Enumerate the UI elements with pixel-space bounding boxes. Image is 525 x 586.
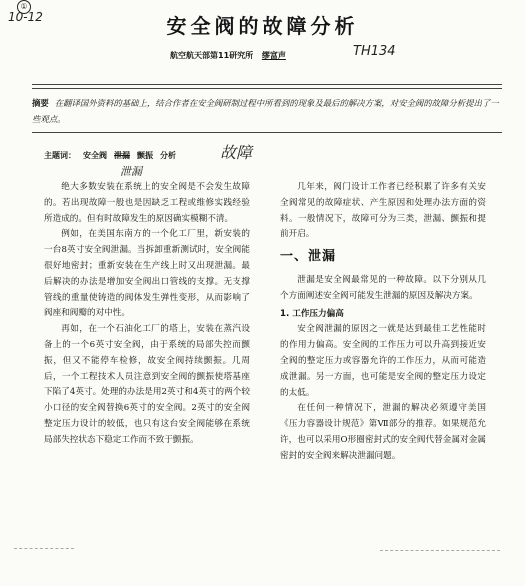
- abstract-text: 在翻译国外资料的基础上，结合作者在安全阀研制过程中所看到的现象及最后的解决方案，对安全阀的故障分析提出了一些观点。: [32, 98, 499, 124]
- scan-artifact-line: [380, 550, 500, 551]
- subsection-heading: 1. 工作压力偏高: [280, 308, 344, 319]
- keyword: 安全阀: [83, 151, 107, 160]
- abstract: [32, 95, 504, 127]
- keywords-line: [44, 150, 183, 161]
- circled-number-mark: ①: [17, 0, 31, 14]
- paragraph: 再如，在一个石油化工厂的塔上，安装在蒸汽设备上的一个6英寸安全阀，由于系统的局部失控而颤振，但又不能停车检修，故安全阀持续颤振。几周后，一个工程技术人员注意到安全阀的颤振使塔基座下陷了4英寸。处理的办法是用2英寸和4英寸的两个较小口径的安全阀替换6英寸的安全阀。2英寸的安全阀整定压力设计的较低，也只有这台安全阀能够在系统局部失控状态下稳定工作而不致于颤振。: [44, 324, 250, 445]
- affiliation: 航空航天部第11研究所: [170, 51, 254, 60]
- section-heading: 一、泄漏: [280, 249, 337, 265]
- paragraph: 例如，在美国东南方的一个化工厂里，新安装的一台8英寸安全阀泄漏。当拆卸重新测试时，安全阀能很好地密封；重新安装在生产线上时又出现泄漏。最后解决的办法是增加安全阀出口管线的支撑。无支撑管线的重量使铸造的阀体发生弹性变形，从而影响了阀座和阀瓣的对中性。: [44, 229, 250, 319]
- right-column: [280, 180, 486, 465]
- author-name: 缪富声: [261, 51, 286, 60]
- handwritten-annotation: 故障: [220, 143, 253, 162]
- paragraph: 在任何一种情况下，泄漏的解决必须遵守美国《压力容器设计规范》第Ⅶ部分的推荐。如果规范允许，也可以采用O形圈密封式的安全阀代替金属对金属密封的安全阀来解决泄漏问题。: [280, 403, 486, 461]
- keyword: 颤振: [137, 151, 153, 160]
- abstract-divider: [32, 132, 502, 133]
- paragraph: 几年来，阀门设计工作者已经积累了许多有关安全阀常见的故障症状、产生原因和处理办法方面的资料。一般情况下，故障可分为三类，泄漏、颤振和提前开启。: [280, 182, 486, 240]
- handwritten-page-note: 10-12: [8, 10, 43, 24]
- handwritten-classification-code: TH134: [353, 44, 396, 59]
- paragraph: 绝大多数安装在系统上的安全阀是不会发生故障的。若出现故障一般也是因缺乏工程或维修实践经验所造成的。但有时故障发生的原因确实模糊不清。: [44, 182, 250, 224]
- handwritten-correction: 泄漏: [120, 165, 142, 178]
- top-divider: [32, 84, 502, 85]
- top-divider-double: [32, 88, 502, 89]
- author-line: [170, 50, 286, 61]
- keyword: 分析: [160, 151, 176, 160]
- scan-artifact-line: [14, 548, 74, 549]
- paragraph: 泄漏是安全阀最常见的一种故障。以下分别从几个方面阐述安全阀可能发生泄漏的原因及解决方案。: [280, 274, 486, 301]
- left-column: [44, 180, 250, 449]
- paper-title: 安全阀的故障分析: [166, 14, 359, 38]
- abstract-label: 摘要: [32, 98, 49, 108]
- keywords-label: 主题词：: [44, 151, 76, 160]
- paragraph: 安全阀泄漏的原因之一就是达到最佳工艺性能时的作用力偏高。安全阀的工作压力可以升高到接近安全阀的整定压力或容器允许的工作压力，从而可能造成泄漏。另一方面，也可能是安全阀的整定压力设定的太低。: [280, 324, 486, 398]
- keyword: 泄漏: [114, 151, 130, 160]
